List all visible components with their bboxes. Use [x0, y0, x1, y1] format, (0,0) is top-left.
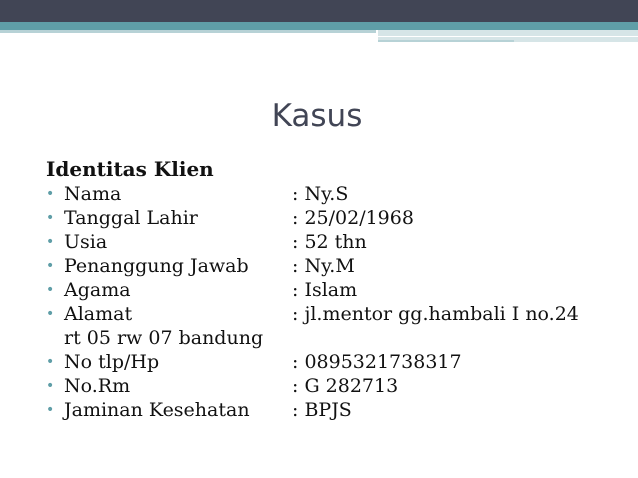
bullet-icon: • [46, 282, 55, 298]
item-value: : 25/02/1968 [292, 207, 414, 229]
list-item [46, 350, 626, 374]
header-teal-bar [0, 22, 638, 30]
item-value: : 0895321738317 [292, 351, 462, 373]
bullet-icon: • [46, 306, 55, 322]
header-dark-bar [0, 0, 638, 22]
item-label: Usia [64, 231, 108, 253]
slide-content [46, 156, 626, 422]
section-heading: Identitas Klien [46, 157, 214, 181]
item-continuation: rt 05 rw 07 bandung [64, 327, 264, 349]
list-item [46, 302, 626, 350]
list-item [46, 206, 626, 230]
bullet-icon: • [46, 354, 55, 370]
slide-title-container [0, 96, 638, 136]
item-label: No tlp/Hp [64, 351, 160, 373]
item-value: : G 282713 [292, 375, 399, 397]
item-value: : Ny.M [292, 255, 355, 277]
list-item [46, 230, 626, 254]
list-item [46, 374, 626, 398]
item-label: Alamat [64, 303, 133, 325]
item-label: Tanggal Lahir [64, 207, 198, 229]
list-item [46, 398, 626, 422]
item-value: : Ny.S [292, 183, 349, 205]
list-item [46, 278, 626, 302]
item-label: Agama [64, 279, 131, 301]
item-label: Jaminan Kesehatan [64, 399, 250, 421]
item-label: Penanggung Jawab [64, 255, 249, 277]
bullet-icon: • [46, 210, 55, 226]
list-item [46, 182, 626, 206]
bullet-icon: • [46, 402, 55, 418]
item-value: : BPJS [292, 399, 352, 421]
item-label: Nama [64, 183, 122, 205]
header-divider-line [378, 36, 638, 37]
list-item [46, 254, 626, 278]
bullet-icon: • [46, 258, 55, 274]
header-accent-line [378, 40, 514, 42]
item-label: No.Rm [64, 375, 131, 397]
item-value: : jl.mentor gg.hambali I no.24 [292, 303, 579, 325]
bullet-icon: • [46, 234, 55, 250]
item-value: : 52 thn [292, 231, 367, 253]
bullet-icon: • [46, 378, 55, 394]
bullet-icon: • [46, 186, 55, 202]
item-value: : Islam [292, 279, 358, 301]
header-light-bar-left [0, 30, 376, 33]
slide-title: Kasus [271, 98, 363, 134]
